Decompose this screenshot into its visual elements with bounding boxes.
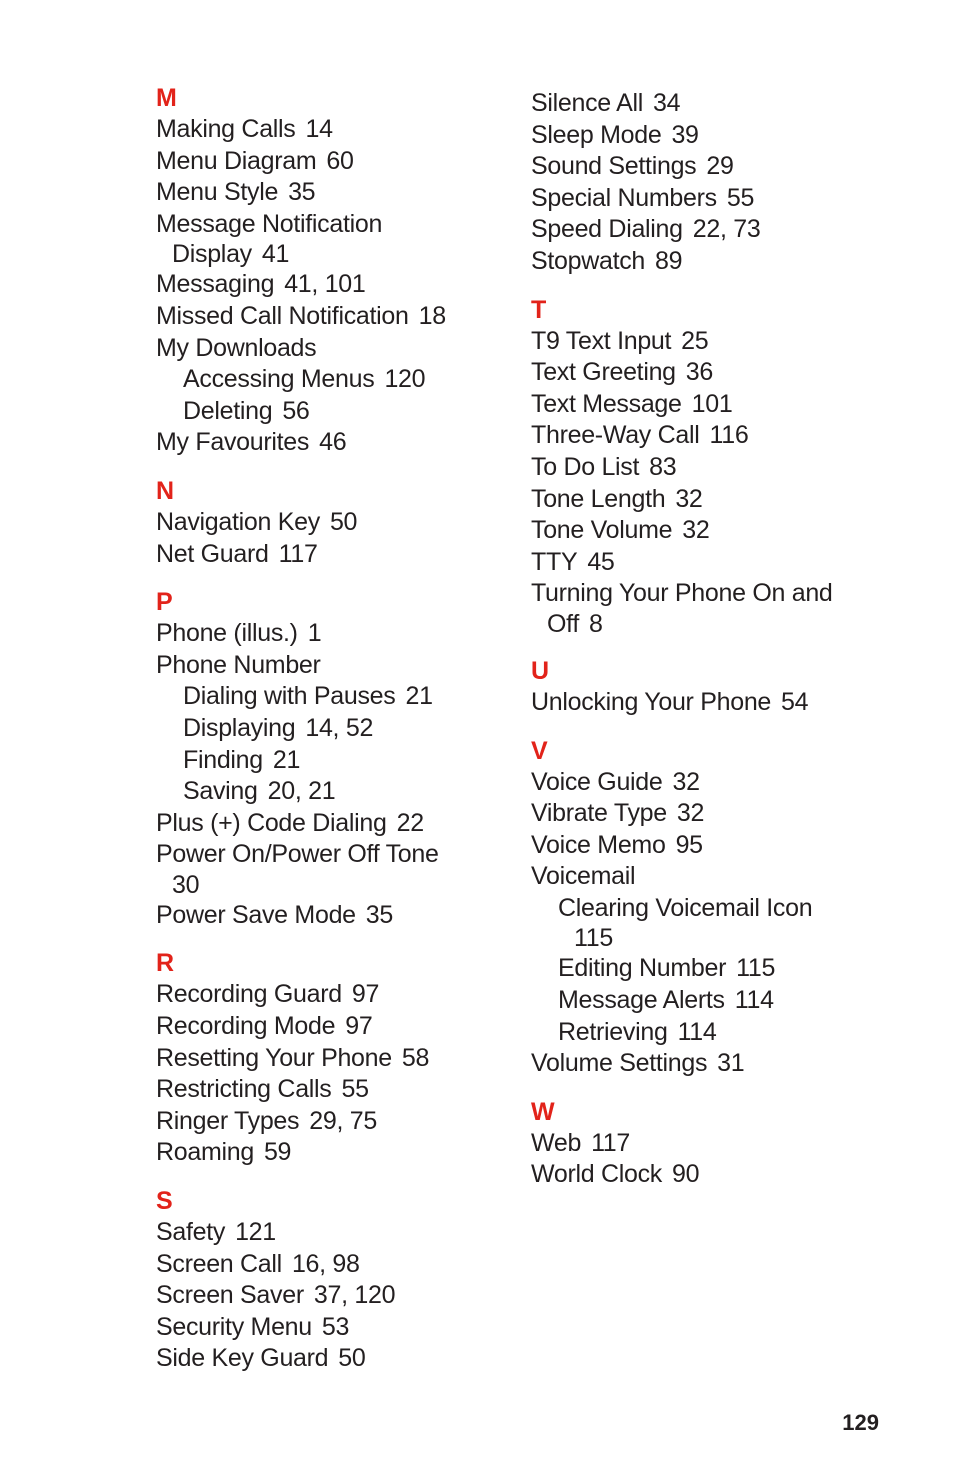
entry-pages: 83: [649, 452, 677, 481]
index-entry-saving: [156, 776, 556, 808]
entry-term: Power Save Mode: [156, 900, 356, 929]
entry-pages: 35: [288, 178, 316, 207]
index-entry-tty: [531, 547, 931, 579]
entry-pages: 95: [675, 830, 703, 859]
entry-pages: 18: [418, 301, 446, 330]
index-entry-screen-call: [156, 1249, 556, 1281]
entry-term: Menu Diagram: [156, 146, 317, 175]
index-entry-my-favourites: [156, 427, 556, 459]
entry-term: Deleting: [183, 396, 273, 425]
entry-term: Web: [531, 1128, 582, 1157]
index-entry-unlocking-your-phone: [531, 687, 931, 719]
entry-term: T9 Text Input: [531, 326, 672, 355]
index-letter-w: W: [531, 1097, 555, 1126]
index-entry-special-numbers: [531, 183, 931, 215]
index-entry-screen-saver: [156, 1280, 556, 1312]
entry-term: Vibrate Type: [531, 799, 667, 828]
entry-term: Messaging: [156, 270, 275, 299]
index-entry-voice-guide: [531, 767, 931, 799]
entry-pages: 22: [396, 808, 424, 837]
entry-term: Security Menu: [156, 1312, 312, 1341]
entry-term: Voicemail: [531, 862, 636, 891]
index-entry-menu-style: [156, 177, 556, 209]
entry-term: My Downloads: [156, 333, 317, 362]
entry-term: Making Calls: [156, 115, 296, 143]
index-entry-stopwatch: [531, 246, 931, 278]
entry-pages: 32: [675, 484, 703, 513]
index-entry-speed-dialing: [531, 214, 931, 246]
entry-pages: 36: [685, 358, 714, 387]
entry-pages: 50: [338, 1344, 366, 1373]
entry-term: Finding: [183, 745, 263, 774]
index-entry-finding: [156, 745, 556, 777]
entry-pages: 120: [384, 365, 426, 394]
index-entry-making-calls: [156, 114, 556, 146]
index-entry-editing-number: [531, 953, 931, 985]
entry-term: Safety: [156, 1218, 226, 1247]
entry-pages: 41, 101: [284, 270, 366, 299]
entry-pages: 97: [351, 980, 380, 1009]
entry-continuation: [156, 871, 556, 900]
entry-term: Phone Number: [156, 650, 321, 679]
entry-pages: 101: [691, 389, 733, 418]
entry-pages: 115: [574, 924, 613, 953]
entry-pages: 22, 73: [692, 215, 761, 244]
index-entry-resetting-your-phone: [156, 1043, 556, 1075]
entry-term: Text Message: [531, 389, 682, 418]
entry-term: Displaying: [183, 713, 296, 742]
entry-term: Sound Settings: [531, 152, 697, 181]
entry-pages: 114: [677, 1017, 717, 1046]
index-entry-recording-mode: [156, 1011, 556, 1043]
index-letter-v: V: [531, 736, 548, 765]
entry-term: Power On/Power Off Tone: [156, 840, 439, 869]
index-entry-my-downloads: [156, 333, 556, 365]
entry-pages: 53: [321, 1312, 350, 1341]
entry-term: Special Numbers: [531, 183, 717, 212]
entry-pages: 21: [405, 682, 433, 711]
index-entry-message-notification: [156, 209, 556, 270]
entry-term: Screen Saver: [156, 1281, 304, 1310]
index-entry-phone-illus: [156, 618, 556, 650]
entry-pages: 14: [305, 115, 333, 143]
index-letter-p: P: [156, 588, 173, 617]
index-letter-s: S: [156, 1187, 173, 1216]
entry-term: Ringer Types: [156, 1106, 300, 1135]
index-entry-three-way-call: [531, 420, 931, 452]
index-entry-navigation-key: [156, 507, 556, 539]
index-entry-clearing-voicemail-icon: [531, 893, 931, 954]
entry-term: Retrieving: [558, 1017, 668, 1046]
entry-term: Side Key Guard: [156, 1344, 329, 1373]
entry-term: Tone Length: [531, 484, 666, 513]
entry-pages: 25: [681, 326, 709, 355]
entry-term: Sleep Mode: [531, 120, 662, 149]
entry-pages: 35: [365, 900, 393, 929]
entry-pages: 46: [319, 428, 347, 457]
index-entry-side-key-guard: [156, 1343, 556, 1375]
entry-term: Saving: [183, 777, 258, 806]
index-entry-plus-code-dialing: [156, 808, 556, 840]
entry-pages: 54: [781, 687, 809, 716]
index-letter-t: T: [531, 295, 547, 324]
entry-continuation: [531, 610, 931, 639]
index-column-left: [156, 82, 556, 1375]
entry-pages: 8: [589, 609, 603, 638]
entry-term: Dialing with Pauses: [183, 682, 396, 711]
entry-pages: 39: [671, 120, 699, 149]
entry-pages: 117: [591, 1128, 631, 1157]
entry-pages: 60: [326, 146, 354, 175]
entry-term: Turning Your Phone On and: [531, 579, 833, 608]
index-entry-dialing-with-pauses: [156, 681, 556, 713]
entry-term: Navigation Key: [156, 507, 320, 536]
index-entry-volume-settings: [531, 1048, 931, 1080]
entry-term: Clearing Voicemail Icon: [558, 893, 813, 922]
index-entry-to-do-list: [531, 452, 931, 484]
entry-term-continued: Display: [172, 240, 252, 269]
entry-term-continued: Off: [547, 609, 579, 638]
entry-term: Message Notification: [156, 209, 383, 238]
index-entry-sound-settings: [531, 151, 931, 183]
index-entry-tone-volume: [531, 515, 931, 547]
entry-pages: 29: [706, 152, 734, 181]
index-entry-accessing-menus: [156, 364, 556, 396]
index-letter-r: R: [156, 949, 175, 978]
index-entry-power-on-power-off-tone: [156, 839, 556, 900]
entry-pages: 1: [307, 619, 322, 648]
entry-pages: 32: [676, 799, 705, 828]
entry-continuation: [558, 924, 931, 953]
entry-pages: 37, 120: [313, 1281, 396, 1310]
entry-pages: 56: [282, 396, 310, 425]
entry-pages: 32: [672, 767, 700, 796]
entry-term: Volume Settings: [531, 1049, 708, 1078]
page-number: 129: [842, 1410, 879, 1435]
entry-term: Missed Call Notification: [156, 301, 409, 330]
entry-pages: 32: [682, 516, 710, 545]
entry-pages: 21: [272, 745, 301, 774]
index-entry-turning-your-phone-on-and: [531, 578, 931, 639]
entry-pages: 89: [655, 246, 683, 275]
entry-term: Net Guard: [156, 539, 269, 568]
entry-pages: 115: [736, 954, 776, 983]
index-letter-u: U: [531, 656, 550, 685]
index-entry-deleting: [156, 396, 556, 428]
index-entry-silence-all: [531, 88, 931, 120]
entry-pages: 14, 52: [305, 713, 374, 742]
index-entry-voice-memo: [531, 830, 931, 862]
entry-term: Recording Guard: [156, 980, 342, 1009]
index-letter-m: M: [156, 84, 177, 112]
entry-term: To Do List: [531, 452, 640, 481]
entry-term: TTY: [531, 547, 578, 576]
entry-pages: 59: [263, 1138, 292, 1167]
index-entry-roaming: [156, 1137, 556, 1169]
entry-term: Voice Memo: [531, 830, 666, 859]
index-entry-power-save-mode: [156, 900, 556, 932]
index-entry-missed-call-notification: [156, 301, 556, 333]
entry-pages: 50: [329, 507, 358, 536]
index-entry-web: [531, 1128, 931, 1160]
entry-term: Plus (+) Code Dialing: [156, 808, 387, 837]
entry-pages: 34: [653, 89, 681, 117]
entry-term: Roaming: [156, 1138, 254, 1167]
entry-pages: 114: [734, 986, 774, 1015]
index-entry-restricting-calls: [156, 1074, 556, 1106]
entry-term: Accessing Menus: [183, 365, 375, 394]
index-entry-sleep-mode: [531, 120, 931, 152]
entry-term: Unlocking Your Phone: [531, 687, 772, 716]
entry-term: Editing Number: [558, 954, 727, 983]
entry-pages: 20, 21: [267, 777, 336, 806]
index-entry-retrieving: [531, 1017, 931, 1049]
index-entry-displaying: [156, 713, 556, 745]
index-entry-safety: [156, 1217, 556, 1249]
entry-pages: 117: [278, 539, 318, 568]
entry-pages: 45: [587, 547, 615, 576]
entry-term: Phone (illus.): [156, 619, 298, 648]
entry-term: Restricting Calls: [156, 1075, 332, 1104]
index-entry-message-alerts: [531, 985, 931, 1017]
entry-term: Resetting Your Phone: [156, 1043, 392, 1072]
index-entry-menu-diagram: [156, 146, 556, 178]
index-entry-text-message: [531, 389, 931, 421]
index-entry-net-guard: [156, 539, 556, 571]
entry-pages: 97: [345, 1012, 373, 1041]
entry-pages: 116: [709, 421, 749, 450]
entry-pages: 58: [401, 1043, 430, 1072]
index-entry-ringer-types: [156, 1106, 556, 1138]
entry-term: Screen Call: [156, 1249, 282, 1278]
index-letter-n: N: [156, 476, 175, 505]
entry-pages: 90: [672, 1160, 700, 1189]
entry-term: Speed Dialing: [531, 215, 683, 244]
index-column-right: [531, 88, 931, 1191]
entry-term: Stopwatch: [531, 246, 646, 275]
entry-pages: 55: [726, 183, 755, 212]
entry-pages: 30: [172, 870, 200, 899]
entry-term: Recording Mode: [156, 1012, 336, 1041]
entry-pages: 31: [717, 1049, 745, 1078]
entry-pages: 16, 98: [291, 1249, 360, 1278]
entry-term: Text Greeting: [531, 358, 676, 387]
index-entry-vibrate-type: [531, 798, 931, 830]
index-entry-text-greeting: [531, 357, 931, 389]
index-entry-tone-length: [531, 484, 931, 516]
entry-term: Voice Guide: [531, 767, 663, 796]
index-entry-recording-guard: [156, 979, 556, 1011]
entry-continuation: [156, 240, 556, 269]
index-entry-phone-number: [156, 650, 556, 682]
entry-term: My Favourites: [156, 428, 310, 457]
entry-pages: 29, 75: [309, 1106, 377, 1135]
index-entry-voicemail: [531, 861, 931, 893]
entry-pages: 41: [261, 240, 290, 269]
index-entry-t9-text-input: [531, 326, 931, 358]
entry-term: Silence All: [531, 89, 644, 117]
entry-term: Three-Way Call: [531, 421, 700, 450]
index-entry-messaging: [156, 269, 556, 301]
entry-term: World Clock: [531, 1160, 662, 1189]
entry-term: Menu Style: [156, 178, 279, 207]
entry-pages: 121: [235, 1218, 276, 1247]
entry-term: Message Alerts: [558, 986, 725, 1015]
index-entry-security-menu: [156, 1312, 556, 1344]
index-entry-world-clock: [531, 1159, 931, 1191]
entry-pages: 55: [341, 1075, 369, 1104]
entry-term: Tone Volume: [531, 516, 673, 545]
